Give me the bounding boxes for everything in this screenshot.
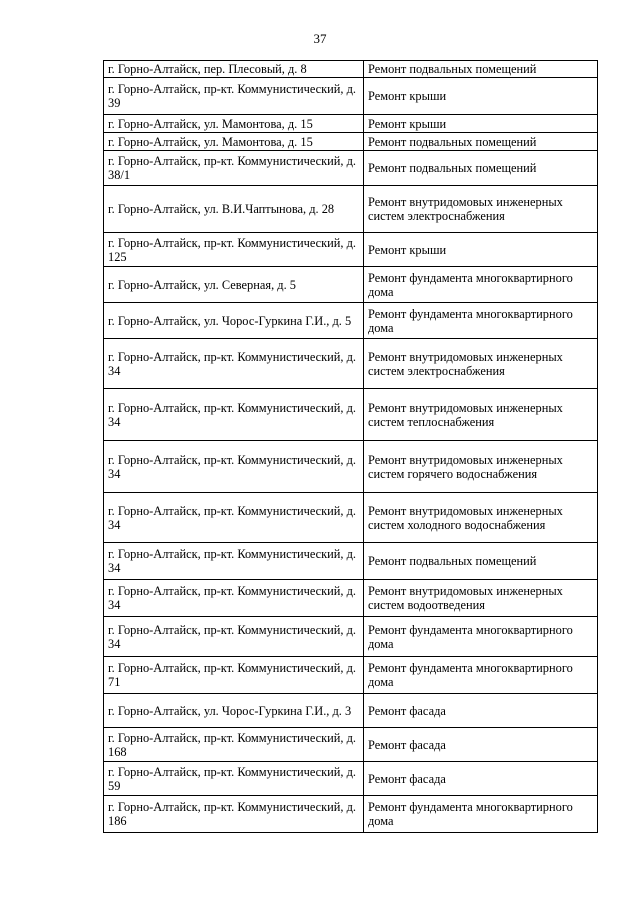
address-cell: г. Горно-Алтайск, пр-кт. Коммунистический, д. 38/1	[104, 151, 364, 186]
work-type-cell: Ремонт внутридомовых инженерных систем электроснабжения	[364, 186, 598, 233]
address-cell: г. Горно-Алтайск, пр-кт. Коммунистический, д. 34	[104, 339, 364, 389]
work-type-cell: Ремонт фасада	[364, 728, 598, 762]
address-cell: г. Горно-Алтайск, пр-кт. Коммунистический, д. 34	[104, 441, 364, 493]
work-type-cell: Ремонт подвальных помещений	[364, 61, 598, 78]
work-type-cell: Ремонт фундамента многоквартирного дома	[364, 657, 598, 694]
table-row	[104, 389, 598, 441]
work-type-cell: Ремонт крыши	[364, 78, 598, 115]
address-cell: г. Горно-Алтайск, пр-кт. Коммунистический, д. 34	[104, 389, 364, 441]
work-type-cell: Ремонт фундамента многоквартирного дома	[364, 303, 598, 339]
table-row	[104, 303, 598, 339]
table-row	[104, 115, 598, 133]
table-row	[104, 339, 598, 389]
work-type-cell: Ремонт фундамента многоквартирного дома	[364, 617, 598, 657]
work-type-cell: Ремонт фундамента многоквартирного дома	[364, 267, 598, 303]
address-cell: г. Горно-Алтайск, ул. Чорос-Гуркина Г.И., д. 3	[104, 694, 364, 728]
address-cell: г. Горно-Алтайск, ул. Мамонтова, д. 15	[104, 133, 364, 151]
work-type-cell: Ремонт внутридомовых инженерных систем холодного водоснабжения	[364, 493, 598, 543]
address-cell: г. Горно-Алтайск, пр-кт. Коммунистический, д. 34	[104, 493, 364, 543]
table-row	[104, 728, 598, 762]
table-row	[104, 543, 598, 580]
table-row	[104, 151, 598, 186]
table-row	[104, 78, 598, 115]
address-cell: г. Горно-Алтайск, пр-кт. Коммунистический, д. 34	[104, 543, 364, 580]
table-row	[104, 267, 598, 303]
table-row	[104, 580, 598, 617]
address-cell: г. Горно-Алтайск, пр-кт. Коммунистический, д. 39	[104, 78, 364, 115]
work-type-cell: Ремонт крыши	[364, 233, 598, 267]
address-cell: г. Горно-Алтайск, пр-кт. Коммунистический, д. 34	[104, 617, 364, 657]
address-cell: г. Горно-Алтайск, пр-кт. Коммунистический, д. 186	[104, 796, 364, 833]
work-type-cell: Ремонт подвальных помещений	[364, 133, 598, 151]
address-cell: г. Горно-Алтайск, ул. В.И.Чаптынова, д. 28	[104, 186, 364, 233]
work-type-cell: Ремонт крыши	[364, 115, 598, 133]
work-type-cell: Ремонт подвальных помещений	[364, 151, 598, 186]
table-row	[104, 186, 598, 233]
table-row	[104, 233, 598, 267]
work-type-cell: Ремонт фундамента многоквартирного дома	[364, 796, 598, 833]
work-type-cell: Ремонт фасада	[364, 762, 598, 796]
address-cell: г. Горно-Алтайск, пр-кт. Коммунистический, д. 168	[104, 728, 364, 762]
table-row	[104, 493, 598, 543]
table-row	[104, 617, 598, 657]
repair-table-body	[104, 61, 598, 833]
address-cell: г. Горно-Алтайск, пер. Плесовый, д. 8	[104, 61, 364, 78]
table-row	[104, 796, 598, 833]
table-row	[104, 694, 598, 728]
address-cell: г. Горно-Алтайск, пр-кт. Коммунистический, д. 125	[104, 233, 364, 267]
work-type-cell: Ремонт внутридомовых инженерных систем электроснабжения	[364, 339, 598, 389]
work-type-cell: Ремонт фасада	[364, 694, 598, 728]
table-row	[104, 133, 598, 151]
work-type-cell: Ремонт подвальных помещений	[364, 543, 598, 580]
table-row	[104, 762, 598, 796]
address-cell: г. Горно-Алтайск, пр-кт. Коммунистический, д. 59	[104, 762, 364, 796]
repair-table	[103, 60, 598, 833]
page-number: 37	[313, 31, 327, 46]
address-cell: г. Горно-Алтайск, ул. Чорос-Гуркина Г.И., д. 5	[104, 303, 364, 339]
address-cell: г. Горно-Алтайск, пр-кт. Коммунистический, д. 71	[104, 657, 364, 694]
address-cell: г. Горно-Алтайск, ул. Северная, д. 5	[104, 267, 364, 303]
work-type-cell: Ремонт внутридомовых инженерных систем горячего водоснабжения	[364, 441, 598, 493]
table-row	[104, 61, 598, 78]
table-row	[104, 657, 598, 694]
address-cell: г. Горно-Алтайск, пр-кт. Коммунистический, д. 34	[104, 580, 364, 617]
work-type-cell: Ремонт внутридомовых инженерных систем водоотведения	[364, 580, 598, 617]
table-row	[104, 441, 598, 493]
work-type-cell: Ремонт внутридомовых инженерных систем теплоснабжения	[364, 389, 598, 441]
address-cell: г. Горно-Алтайск, ул. Мамонтова, д. 15	[104, 115, 364, 133]
